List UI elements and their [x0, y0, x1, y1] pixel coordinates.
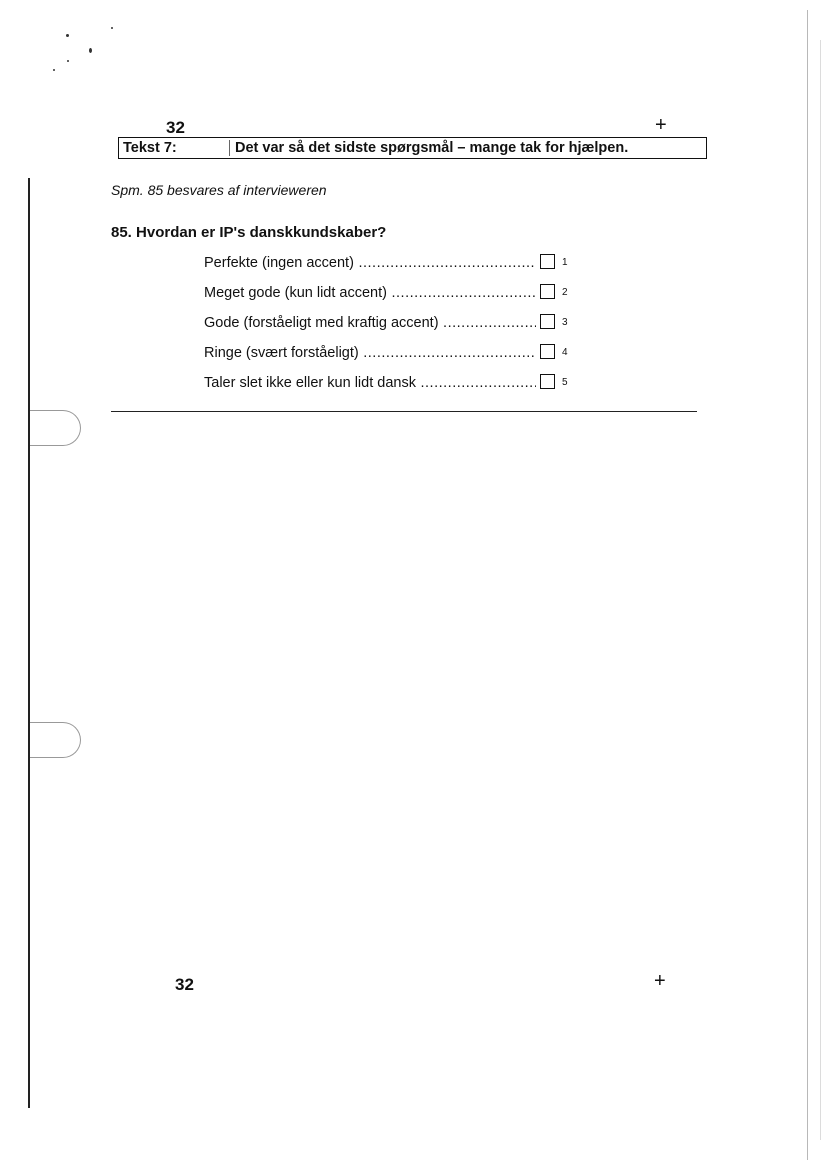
scan-edge-left [28, 178, 30, 1108]
registration-mark-bottom: + [654, 970, 666, 992]
registration-mark-top: + [655, 114, 667, 136]
scan-edge-right-inner [820, 40, 821, 1140]
answer-option[interactable] [204, 252, 584, 282]
scan-speck [66, 34, 69, 37]
answer-option-label: Taler slet ikke eller kun lidt dansk ..... [204, 375, 536, 391]
punch-hole-top [30, 410, 81, 446]
page-number-bottom: 32 [175, 975, 194, 994]
answer-options [204, 252, 584, 402]
checkbox[interactable] [540, 254, 555, 269]
checkbox[interactable] [540, 314, 555, 329]
answer-option[interactable] [204, 312, 584, 342]
answer-option[interactable] [204, 282, 584, 312]
answer-option-label: Gode (forståeligt med kraftig accent) ..... [204, 315, 536, 331]
answer-code: 5 [562, 377, 568, 388]
page-number-top: 32 [166, 118, 185, 137]
punch-hole-bottom [30, 722, 81, 758]
checkbox[interactable] [540, 284, 555, 299]
banner-divider [229, 140, 230, 156]
answer-code: 2 [562, 287, 568, 298]
answer-option-label: Perfekte (ingen accent) ..... [204, 255, 536, 271]
scan-speck [53, 69, 55, 71]
banner-label: Tekst 7: [123, 140, 177, 156]
checkbox[interactable] [540, 374, 555, 389]
interviewer-instruction: Spm. 85 besvares af intervieweren [111, 182, 327, 198]
checkbox[interactable] [540, 344, 555, 359]
section-divider [111, 411, 697, 412]
scan-speck [67, 60, 69, 62]
answer-option[interactable] [204, 342, 584, 372]
answer-code: 1 [562, 257, 568, 268]
answer-option-label: Ringe (svært forståeligt) ..... [204, 345, 536, 361]
answer-option-label: Meget gode (kun lidt accent) ..... [204, 285, 536, 301]
banner-text: Det var så det sidste spørgsmål – mange tak for hjælpen. [235, 140, 629, 156]
answer-code: 4 [562, 347, 568, 358]
answer-code: 3 [562, 317, 568, 328]
section-banner [118, 137, 707, 159]
question-title: 85. Hvordan er IP's danskkundskaber? [111, 224, 387, 241]
scan-speck [111, 27, 113, 29]
scan-edge-right [807, 10, 808, 1160]
answer-option[interactable] [204, 372, 584, 402]
scan-speck [89, 48, 92, 53]
